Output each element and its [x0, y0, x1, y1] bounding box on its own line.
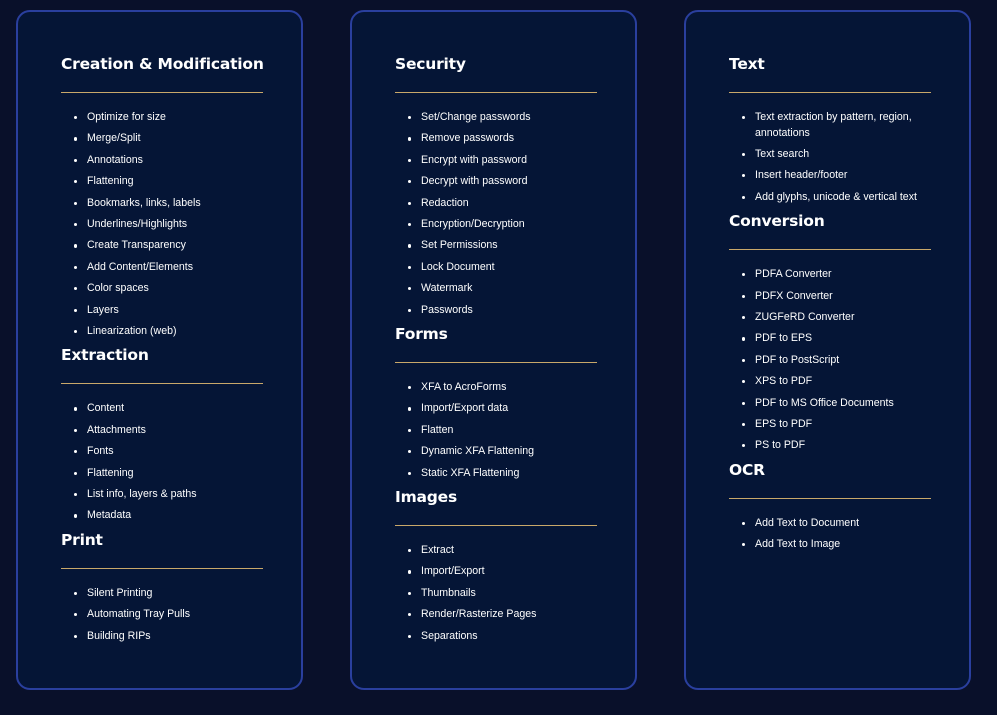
- feature-list-item: Insert header/footer: [729, 168, 934, 184]
- feature-section: [729, 54, 934, 205]
- section-divider: [61, 92, 263, 93]
- feature-list: [729, 516, 934, 553]
- feature-list-item: Flatten: [395, 423, 600, 439]
- feature-list-item: XFA to AcroForms: [395, 380, 600, 396]
- feature-section: [61, 345, 266, 523]
- feature-list-item: Add glyphs, unicode & vertical text: [729, 190, 934, 206]
- feature-list-item: Annotations: [61, 153, 266, 169]
- section-divider: [395, 525, 597, 526]
- feature-list-item: Content: [61, 401, 266, 417]
- feature-list-item: Dynamic XFA Flattening: [395, 444, 600, 460]
- feature-list-item: PDF to PostScript: [729, 353, 934, 369]
- feature-section: [729, 460, 934, 553]
- section-divider: [61, 383, 263, 384]
- feature-list-item: Color spaces: [61, 281, 266, 297]
- section-title: Security: [395, 55, 466, 73]
- feature-list-item: Building RIPs: [61, 629, 266, 645]
- feature-card-2: [350, 10, 637, 690]
- feature-list-item: Lock Document: [395, 260, 600, 276]
- feature-card-3: [684, 10, 971, 690]
- feature-list-item: Encryption/Decryption: [395, 217, 600, 233]
- feature-list-item: Layers: [61, 303, 266, 319]
- section-title: Images: [395, 488, 458, 507]
- feature-list-item: ZUGFeRD Converter: [729, 310, 934, 326]
- feature-section: [395, 487, 600, 644]
- feature-list: [395, 380, 600, 481]
- feature-list-item: Linearization (web): [61, 324, 266, 340]
- feature-list-item: Passwords: [395, 303, 600, 319]
- feature-list-item: PDF to MS Office Documents: [729, 396, 934, 412]
- feature-list-item: Metadata: [61, 508, 266, 524]
- feature-list-item: Underlines/Highlights: [61, 217, 266, 233]
- feature-list: [729, 110, 934, 205]
- feature-list-item: Static XFA Flattening: [395, 466, 600, 482]
- feature-list: [395, 543, 600, 644]
- feature-list-item: Thumbnails: [395, 586, 600, 602]
- section-title: Conversion: [729, 212, 825, 231]
- card-content: [61, 54, 266, 650]
- feature-list-item: Extract: [395, 543, 600, 559]
- feature-list-item: Decrypt with password: [395, 174, 600, 190]
- section-divider: [729, 498, 931, 499]
- section-divider: [395, 362, 597, 363]
- feature-list-item: Add Text to Document: [729, 516, 934, 532]
- feature-section: [395, 54, 600, 318]
- feature-list-item: Flattening: [61, 466, 266, 482]
- feature-list-item: Import/Export data: [395, 401, 600, 417]
- section-title: Creation & Modification: [61, 55, 264, 73]
- feature-list-item: Bookmarks, links, labels: [61, 196, 266, 212]
- section-divider: [61, 568, 263, 569]
- feature-list: [61, 586, 266, 644]
- feature-list-item: Encrypt with password: [395, 153, 600, 169]
- feature-list-item: Optimize for size: [61, 110, 266, 126]
- section-title: Extraction: [61, 346, 149, 365]
- feature-list: [61, 110, 266, 339]
- section-title: Forms: [395, 325, 448, 344]
- feature-list-item: Flattening: [61, 174, 266, 190]
- feature-list-item: XPS to PDF: [729, 374, 934, 390]
- card-content: [395, 54, 600, 650]
- feature-list-item: Set/Change passwords: [395, 110, 600, 126]
- feature-list-item: Attachments: [61, 423, 266, 439]
- feature-list-item: Merge/Split: [61, 131, 266, 147]
- feature-list-item: Render/Rasterize Pages: [395, 607, 600, 623]
- section-title: Print: [61, 530, 103, 549]
- feature-list-item: Set Permissions: [395, 238, 600, 254]
- feature-list-item: Text search: [729, 147, 934, 163]
- section-title: OCR: [729, 460, 765, 479]
- feature-list-item: Import/Export: [395, 564, 600, 580]
- feature-card-1: [16, 10, 303, 690]
- feature-section: [729, 211, 934, 454]
- feature-section: [395, 324, 600, 481]
- feature-list-item: List info, layers & paths: [61, 487, 266, 503]
- feature-list-item: Redaction: [395, 196, 600, 212]
- feature-section: [61, 530, 266, 644]
- feature-list-item: PDFX Converter: [729, 289, 934, 305]
- feature-list: [395, 110, 600, 318]
- feature-list-item: PDFA Converter: [729, 267, 934, 283]
- feature-list-item: Text extraction by pattern, region, annotations: [729, 110, 934, 141]
- feature-list-item: Automating Tray Pulls: [61, 607, 266, 623]
- feature-list-item: EPS to PDF: [729, 417, 934, 433]
- feature-list-item: Add Text to Image: [729, 537, 934, 553]
- feature-list-item: Fonts: [61, 444, 266, 460]
- feature-section: [61, 54, 266, 339]
- feature-list: [61, 401, 266, 523]
- feature-list-item: Watermark: [395, 281, 600, 297]
- feature-list-item: PDF to EPS: [729, 331, 934, 347]
- section-divider: [729, 92, 931, 93]
- feature-list-item: Separations: [395, 629, 600, 645]
- card-content: [729, 54, 934, 559]
- section-divider: [395, 92, 597, 93]
- section-divider: [729, 249, 931, 250]
- feature-list-item: Silent Printing: [61, 586, 266, 602]
- feature-list-item: PS to PDF: [729, 438, 934, 454]
- section-title: Text: [729, 55, 765, 73]
- feature-list-item: Remove passwords: [395, 131, 600, 147]
- feature-list-item: Add Content/Elements: [61, 260, 266, 276]
- feature-list-item: Create Transparency: [61, 238, 266, 254]
- feature-list: [729, 267, 934, 454]
